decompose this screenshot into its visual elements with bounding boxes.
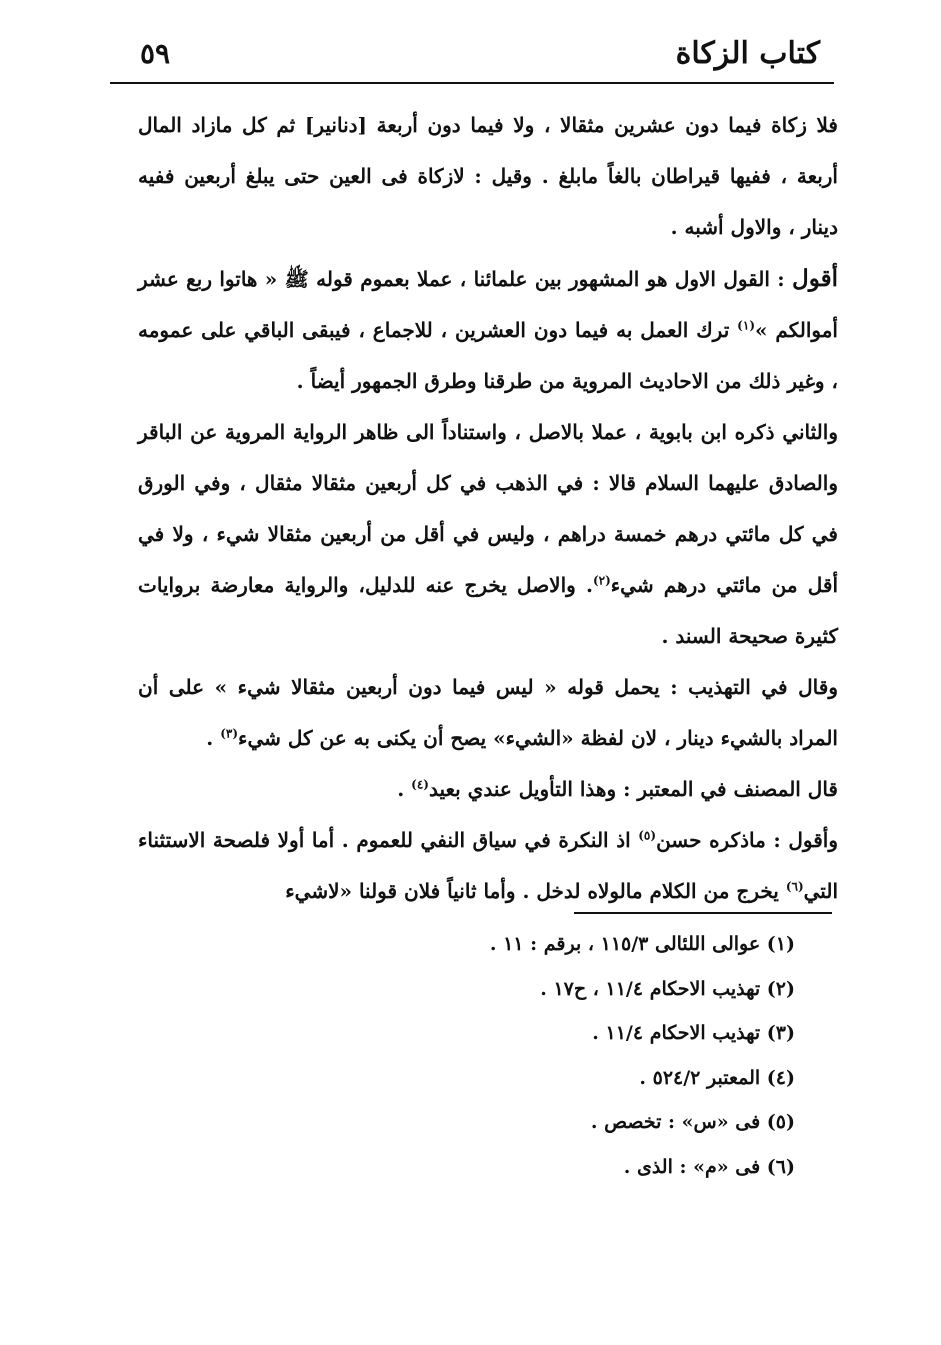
footnote-2: (٢) تهذيب الاحكام ١١/٤ ، ح١٧ . <box>540 977 795 1000</box>
footnote-rule <box>574 912 832 914</box>
paragraph-6-text-a: وأقول : ماذكره حسن <box>656 828 838 852</box>
paragraph-1-text: فلا زكاة فيما دون عشرين مثقالا ، ولا فيما دون أربعة [دنانير] ثم كل مازاد المال أربعة ، ففيها قيراطان بالغاً مابلغ . وقيل : لازكاة فى العين حتى يبلغ أربعين ففيه دينار ، والاول أشبه . <box>138 113 838 239</box>
footnote-ref-1: (١) <box>737 318 755 333</box>
page-header <box>140 34 820 78</box>
paragraph-3 <box>138 407 838 662</box>
chapter-title: كتاب الزكاة <box>675 36 820 71</box>
footnote-ref-5: (٥) <box>638 828 657 843</box>
paragraph-3-text-b: . والاصل يخرج عنه للدليل، والرواية معارضة بروايات كثيرة صحيحة السند . <box>138 573 838 648</box>
paragraph-4-text-b: . <box>206 726 221 750</box>
footnote-5: (٥) فى «س» : تخصص . <box>590 1111 795 1133</box>
page-number: ٥٩ <box>140 37 171 70</box>
paragraph-2-text-a: : القول الاول هو المشهور بين علمائنا ، عملا بعموم قوله ﷺ « هاتوا ربع عشر أموالكم » <box>138 267 838 342</box>
footnote-ref-6: (٦) <box>785 879 804 894</box>
paragraph-2-text-b: ترك العمل به فيما دون العشرين ، للاجماع ، فيبقى الباقي على عمومه ، وغير ذلك من الاحاديث المروية من طرقنا وطرق الجمهور أيضاً . <box>138 318 838 393</box>
main-text <box>138 100 838 917</box>
footnote-6: (٦) فى «م» : الذى . <box>623 1155 795 1178</box>
paragraph-5-text-a: قال المصنف في المعتبر : وهذا التأويل عندي بعيد <box>428 777 838 801</box>
paragraph-4-text-a: وقال في التهذيب : يحمل قوله « ليس فيما دون أربعين مثقالا شيء » على أن المراد بالشيء دينار ، لان لفظة «الشيء» يصح أن يكنى به عن كل شيء <box>138 675 838 750</box>
paragraph-5 <box>138 764 838 815</box>
paragraph-2 <box>138 253 838 407</box>
paragraph-2-lead: أقول <box>792 265 838 292</box>
footnote-ref-2: (٢) <box>592 573 611 588</box>
footnotes <box>300 922 795 1189</box>
footnote-1: (١) عوالى اللئالى ١١٥/٣ ، برقم : ١١ . <box>489 933 795 955</box>
footnote-3: (٣) تهذيب الاحكام ١١/٤ . <box>592 1022 795 1044</box>
paragraph-6-text-b: اذ النكرة في سياق النفي للعموم . أما أولا فلصحة الاستثناء التي <box>138 828 838 903</box>
paragraph-4 <box>138 662 838 764</box>
footnote-ref-4: (٤) <box>411 777 429 792</box>
paragraph-3-text-a: والثاني ذكره ابن بابوية ، عملا بالاصل ، واستناداً الى ظاهر الرواية المروية عن الباقر والصادق عليهما السلام قالا : في الذهب في كل أربعين مثقالا مثقال ، وفي الورق في كل مائتي درهم خمسة دراهم ، وليس في أقل من أربعين مثقالا شيء ، ولا في أقل من مائتي درهم شيء <box>138 420 839 597</box>
footnote-ref-3: (٣) <box>220 726 239 741</box>
paragraph-6 <box>138 815 838 917</box>
header-rule <box>110 82 834 84</box>
paragraph-5-text-b: . <box>397 777 412 801</box>
paragraph-1 <box>138 100 838 253</box>
footnote-4: (٤) المعتبر ٥٢٤/٢ . <box>639 1066 795 1089</box>
paragraph-6-text-c: يخرج من الكلام مالولاه لدخل . وأما ثانياً فلان قولنا «لاشيء <box>285 879 786 903</box>
